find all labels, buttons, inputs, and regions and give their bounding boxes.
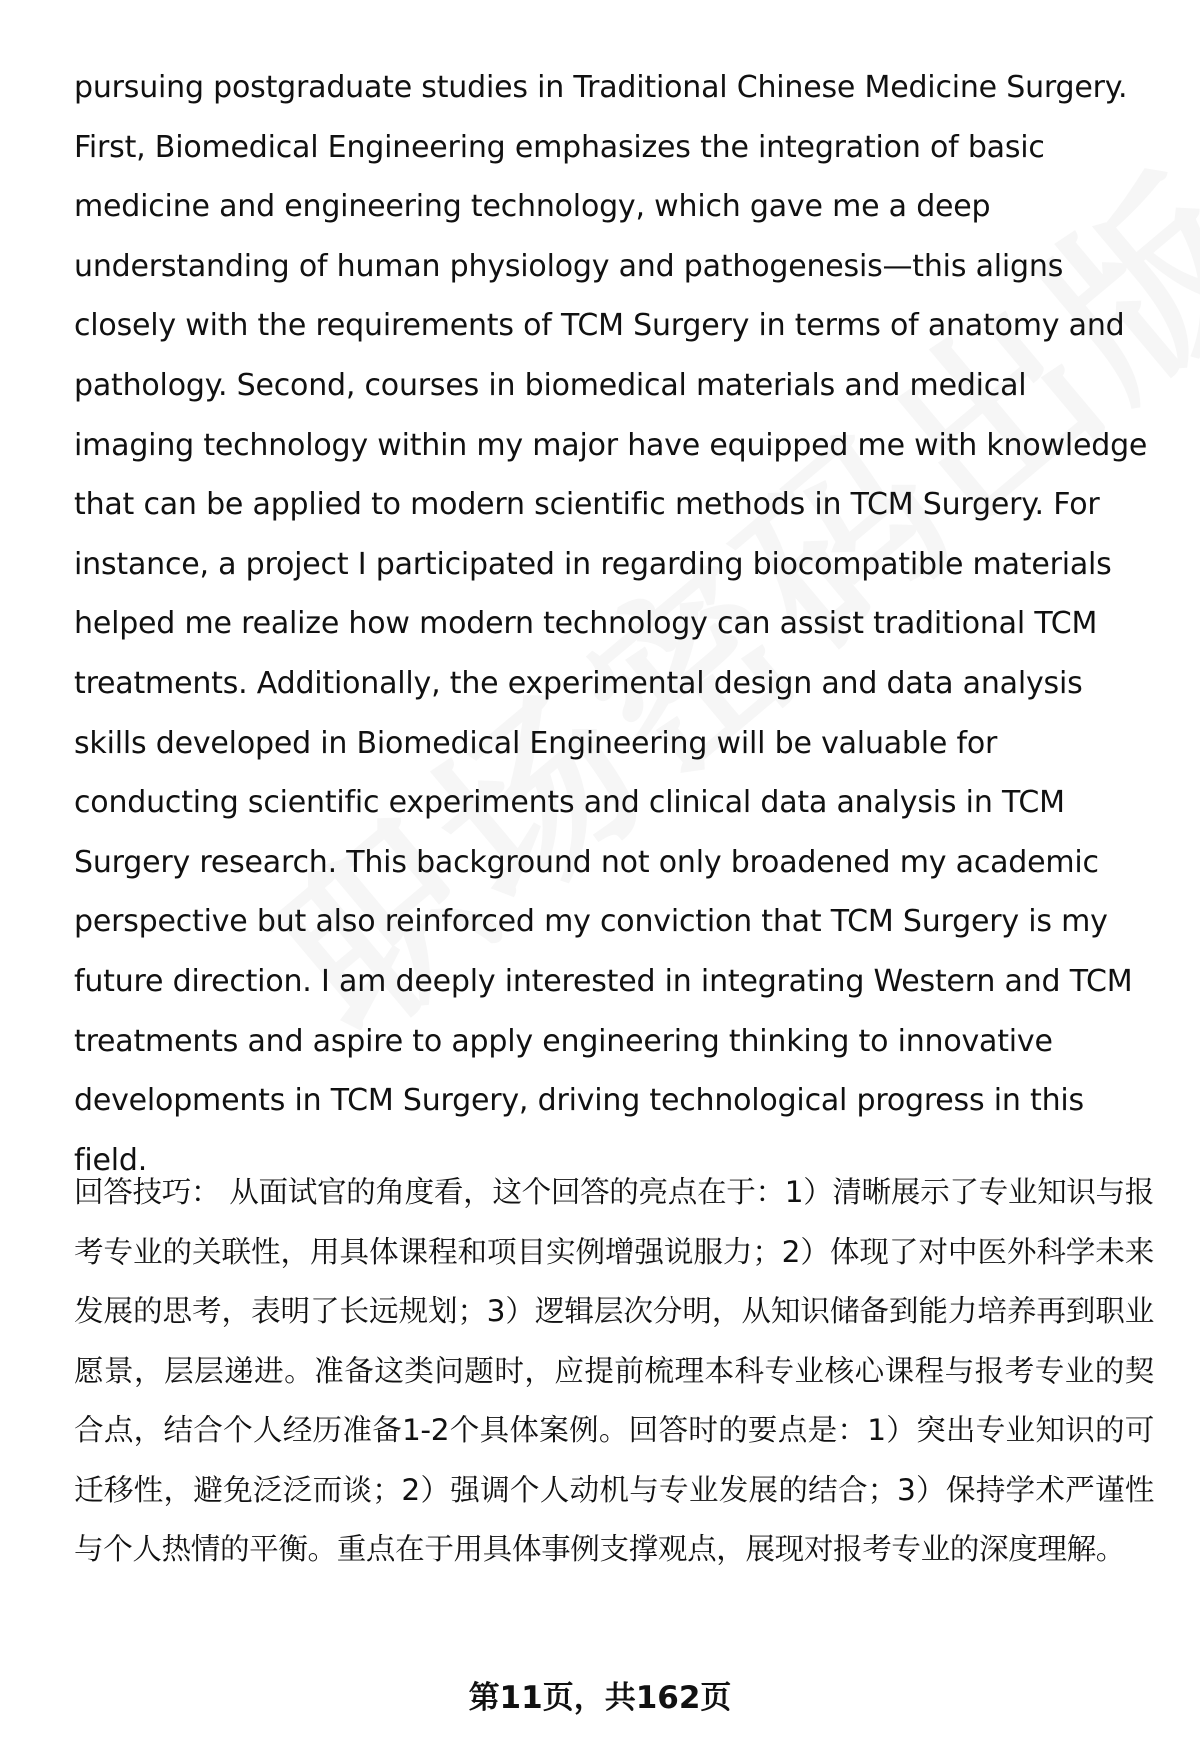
tips-paragraph: 回答技巧： 从面试官的角度看，这个回答的亮点在于：1）清晰展示了专业知识与报考专业的关联性，用具体课程和项目实例增强说服力；2）体现了对中医外科学未来发展的思考，表明了长远规划；3）逻辑层次分明，从知识储备到能力培养再到职业愿景，层层递进。准备这类问题时，应提前梳理本科专业核心课程与报考专业的契合点，结合个人经历准备1-2个具体案例。回答时的要点是：1）突出专业知识的可迁移性，避免泛泛而谈；2）强调个人动机与专业发展的结合；3）保持学术严谨性与个人热情的平衡。重点在于用具体事例支撑观点，展现对报考专业的深度理解。 — [74, 1175, 1154, 1566]
answer-paragraph: pursuing postgraduate studies in Traditional Chinese Medicine Surgery. First, Biomedical Engineering emphasizes the integration of basic medicine and engineering technology, which gave me a deep understanding of human physiology and pathogenesis—this aligns closely with the requirements of TCM Surgery in terms of anatomy and pathology. Second, courses in biomedical materials and medical imaging technology within my major have equipped me with knowledge that can be applied to modern scientific methods in TCM Surgery. For instance, a project I participated in regarding biocompatible materials helped me realize how modern technology can assist traditional TCM treatments. Additionally, the experimental design and data analysis skills developed in Biomedical Engineering will be valuable for conducting scientific experiments and clinical data analysis in TCM Surgery research. This background not only broadened my academic perspective but also reinforced my conviction that TCM Surgery is my future direction. I am deeply interested in integrating Western and TCM treatments and aspire to apply engineering thinking to innovative developments in TCM Surgery, driving technological progress in this field. — [74, 70, 1148, 1178]
page-number: 第11页，共162页 — [468, 1680, 732, 1716]
